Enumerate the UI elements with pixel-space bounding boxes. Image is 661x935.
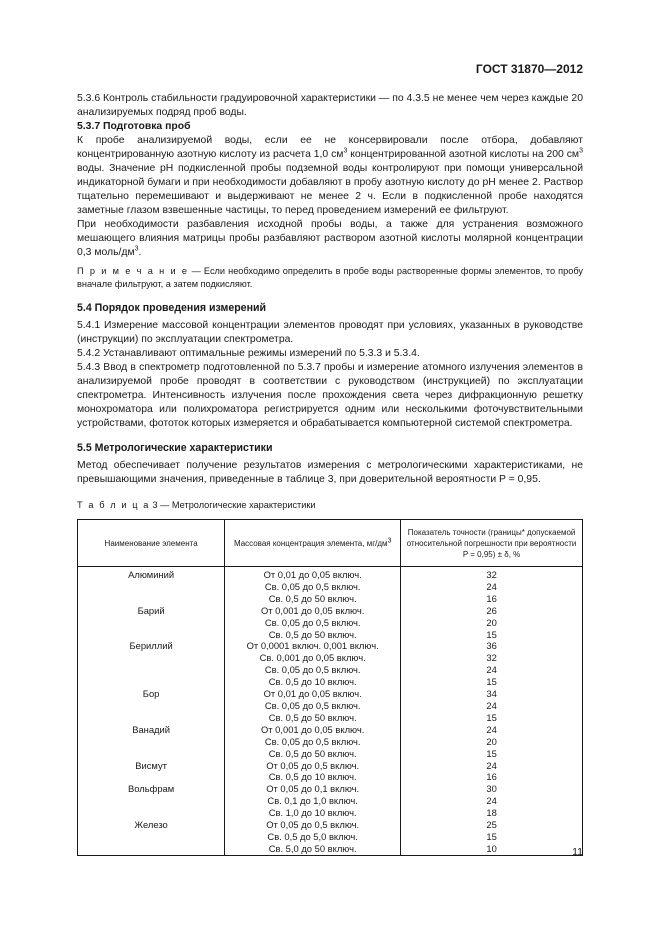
cell-concentration: От 0,01 до 0,05 включ. [225, 567, 401, 581]
cell-accuracy: 30 [401, 783, 583, 795]
cell-element: Вольфрам [78, 783, 225, 795]
cell-concentration: Св. 5,0 до 50 включ. [225, 843, 401, 855]
cell-element [78, 676, 225, 688]
paragraph-5-4-1: 5.4.1 Измерение массовой концентрации элементов проводят при условиях, указанных в руководстве (инструкции) по эксплуатации спектрометра. [77, 320, 583, 345]
page-content [77, 92, 583, 856]
note-text: — Если необходимо определить в пробе воды растворенные формы элементов, то пробу вначале фильтруют, а затем подкисляют. [77, 266, 583, 289]
cell-accuracy: 20 [401, 736, 583, 748]
table-row [78, 760, 583, 772]
cell-accuracy: 16 [401, 593, 583, 605]
cell-element [78, 843, 225, 855]
table-row [78, 567, 583, 581]
cell-accuracy: 36 [401, 640, 583, 652]
table-row [78, 807, 583, 819]
header-accuracy: Показатель точности (границы* допускаемой относительной погрешности при вероятности P = 0,95) ± δ, % [401, 520, 583, 567]
cell-element: Железо [78, 819, 225, 831]
cell-accuracy: 25 [401, 819, 583, 831]
table-row [78, 581, 583, 593]
sentence-end: . [138, 247, 142, 258]
cell-element [78, 652, 225, 664]
cell-concentration: Св. 0,5 до 50 включ. [225, 712, 401, 724]
cell-element: Барий [78, 605, 225, 617]
cell-element [78, 736, 225, 748]
cell-accuracy: 26 [401, 605, 583, 617]
paragraph-5-3-7-a-part2: концентрированной азотной кислоты на 200 см [347, 149, 580, 160]
cell-element: Бериллий [78, 640, 225, 652]
cell-concentration: Св. 0,5 до 50 включ. [225, 629, 401, 641]
cell-element: Алюминий [78, 567, 225, 581]
cell-concentration: Св. 0,5 до 10 включ. [225, 771, 401, 783]
cell-accuracy: 15 [401, 831, 583, 843]
cell-element [78, 593, 225, 605]
table-row [78, 748, 583, 760]
cell-element [78, 700, 225, 712]
paragraph-5-3-7-a-part3: воды. Значение pH подкисленной пробы подземной воды контролируют при помощи универсальной индикаторной бумаги и при необходимости добавляют в пробу азотную кислоту до pH менее 2. Раствор тщательно перемешивают и выдерживают не менее 2 ч. Если в подкисленной пробе находятся заметные глазом взвешенные частицы, то перед проведением измерений ее фильтруют. [77, 163, 583, 216]
header-mass-concentration-text: Массовая концентрация элемента, мг/дм [233, 538, 388, 548]
superscript: 3 [387, 536, 392, 544]
paragraph-5-4-3: 5.4.3 Ввод в спектрометр подготовленной по 5.3.7 пробы и измерение атомного излучения элементов в анализируемой пробе проводят в соответствии с руководством (инструкцией) по эксплуатации спектрометра. Интенсивность излучения после прохождения света через дифракционную решетку монохроматора или полихроматора регистрируется одним или несколькими фоточувствительными устройствами, фототок которых измеряется и обрабатывается компьютерной системой спектрометра. [77, 362, 583, 429]
cell-accuracy: 24 [401, 724, 583, 736]
cell-element [78, 807, 225, 819]
cell-concentration: Св. 0,5 до 50 включ. [225, 748, 401, 760]
cell-accuracy: 18 [401, 807, 583, 819]
table-row [78, 629, 583, 641]
cell-accuracy: 24 [401, 760, 583, 772]
cell-concentration: От 0,05 до 0,5 включ. [225, 760, 401, 772]
table-row [78, 652, 583, 664]
heading-5-4: 5.4 Порядок проведения измерений [77, 302, 266, 314]
table-row [78, 640, 583, 652]
note-label: П р и м е ч а н и е [77, 266, 189, 276]
cell-concentration: Св. 0,05 до 0,5 включ. [225, 736, 401, 748]
table-row [78, 783, 583, 795]
document-id-header: ГОСТ 31870—2012 [475, 62, 583, 76]
cell-accuracy: 15 [401, 748, 583, 760]
table-body [78, 567, 583, 856]
cell-element [78, 831, 225, 843]
cell-accuracy: 24 [401, 581, 583, 593]
superscript: 3 [579, 147, 583, 155]
table-row [78, 593, 583, 605]
cell-concentration: Св. 0,5 до 10 включ. [225, 676, 401, 688]
cell-concentration: От 0,05 до 0,5 включ. [225, 819, 401, 831]
paragraph-5-4-2: 5.4.2 Устанавливают оптимальные режимы измерений по 5.3.3 и 5.3.4. [77, 348, 420, 359]
table-row [78, 736, 583, 748]
page-number: 11 [572, 846, 583, 858]
cell-accuracy: 16 [401, 771, 583, 783]
heading-5-3-7: 5.3.7 Подготовка проб [77, 121, 191, 132]
header-mass-concentration [225, 520, 401, 567]
cell-accuracy: 24 [401, 795, 583, 807]
table-caption-text: 3 — Метрологические характеристики [149, 500, 316, 510]
cell-accuracy: 24 [401, 664, 583, 676]
cell-concentration: Св. 0,5 до 50 включ. [225, 593, 401, 605]
cell-element [78, 581, 225, 593]
paragraph-5-3-7-a-part1: К пробе анализируемой воды, если ее не консервировали после отбора, добавляют концентрированную азотную кислоту из расчета 1,0 см [77, 135, 583, 160]
cell-accuracy: 15 [401, 629, 583, 641]
table-caption-label: Т а б л и ц а [77, 500, 150, 510]
cell-concentration: От 0,001 до 0,05 включ. [225, 605, 401, 617]
cell-accuracy: 24 [401, 700, 583, 712]
superscript: 3 [343, 147, 348, 155]
paragraph-5-5: Метод обеспечивает получение результатов измерения с метрологическими характеристиками, не превышающими значения, приведенные в таблице 3, при доверительной вероятности P = 0,95. [77, 460, 583, 485]
cell-element [78, 617, 225, 629]
cell-accuracy: 15 [401, 676, 583, 688]
note [77, 265, 583, 291]
cell-concentration: Св. 0,001 до 0,05 включ. [225, 652, 401, 664]
cell-concentration: Св. 0,05 до 0,5 включ. [225, 617, 401, 629]
cell-concentration: Св. 0,5 до 5,0 включ. [225, 831, 401, 843]
cell-concentration: Св. 0,05 до 0,5 включ. [225, 581, 401, 593]
table-row [78, 819, 583, 831]
paragraph-5-3-7-a [77, 134, 583, 218]
cell-element [78, 795, 225, 807]
table-header-row [78, 520, 583, 567]
cell-accuracy: 34 [401, 688, 583, 700]
table-row [78, 712, 583, 724]
cell-concentration: От 0,01 до 0,05 включ. [225, 688, 401, 700]
cell-accuracy: 20 [401, 617, 583, 629]
cell-element [78, 712, 225, 724]
cell-element: Ванадий [78, 724, 225, 736]
table-row [78, 843, 583, 855]
cell-accuracy: 10 [401, 843, 583, 855]
table-row [78, 617, 583, 629]
superscript: 3 [134, 245, 139, 253]
table-row [78, 795, 583, 807]
cell-element [78, 629, 225, 641]
cell-element [78, 664, 225, 676]
paragraph-5-3-7-b [77, 218, 583, 260]
table-row [78, 688, 583, 700]
cell-element: Бор [78, 688, 225, 700]
cell-concentration: Св. 0,1 до 1,0 включ. [225, 795, 401, 807]
cell-concentration: От 0,001 до 0,05 включ. [225, 724, 401, 736]
cell-concentration: Св. 0,05 до 0,5 включ. [225, 700, 401, 712]
cell-accuracy: 32 [401, 567, 583, 581]
table-row [78, 664, 583, 676]
header-element-name: Наименование элемента [78, 520, 225, 567]
cell-concentration: От 0,0001 включ. 0,001 включ. [225, 640, 401, 652]
cell-accuracy: 32 [401, 652, 583, 664]
metrology-table [77, 519, 583, 856]
cell-concentration: Св. 1,0 до 10 включ. [225, 807, 401, 819]
table-row [78, 676, 583, 688]
cell-concentration: От 0,05 до 0,1 включ. [225, 783, 401, 795]
cell-accuracy: 15 [401, 712, 583, 724]
paragraph-5-3-6: 5.3.6 Контроль стабильности градуировочной характеристики — по 4.3.5 не менее чем через каждые 20 анализируемых подряд проб воды. [77, 93, 583, 118]
table-row [78, 700, 583, 712]
cell-element [78, 771, 225, 783]
paragraph-5-3-7-b-text: При необходимости разбавления исходной пробы воды, а также для устранения возможного мешающего влияния матрицы пробы разбавляют раствором азотной кислоты молярной концентрации 0,3 моль/дм [77, 219, 583, 258]
cell-concentration: Св. 0,05 до 0,5 включ. [225, 664, 401, 676]
heading-5-5: 5.5 Метрологические характеристики [77, 442, 273, 454]
table-caption [77, 498, 583, 512]
table-row [78, 605, 583, 617]
cell-element [78, 748, 225, 760]
table-row [78, 831, 583, 843]
table-row [78, 724, 583, 736]
cell-element: Висмут [78, 760, 225, 772]
table-row [78, 771, 583, 783]
